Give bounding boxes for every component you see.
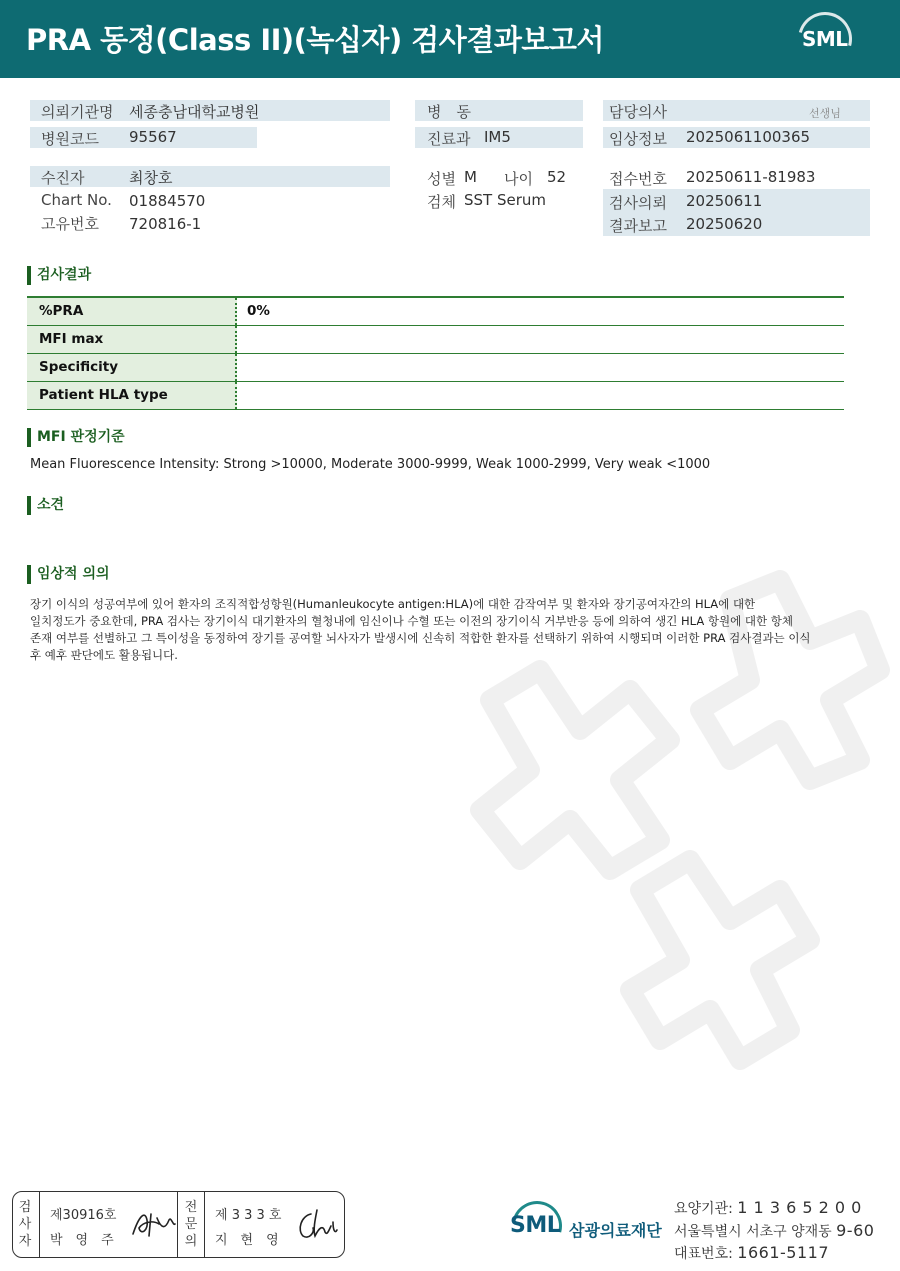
clinical-line: 일치정도가 중요한데, PRA 검사는 장기이식 대기환자의 혈청내에 임신이나 수혈 또는 이전의 장기이식 거부반응 등에 의하여 생긴 HLA 항원에 대한 항체 <box>30 614 793 628</box>
clinical-line: 장기 이식의 성공여부에 있어 환자의 조직적합성항원(Humanleukocyte antigen:HLA)에 대한 감작여부 및 환자와 장기공여자간의 HLA에 대한 <box>30 597 756 611</box>
address <box>674 1221 874 1241</box>
doctor-label: 담당의사 <box>609 103 667 121</box>
mfi-criteria-text: Mean Fluorescence Intensity: Strong >10000, Moderate 3000-9999, Weak 1000-2999, Very weak <1000 <box>30 457 711 472</box>
phone-label: 대표번호: <box>674 1246 733 1262</box>
institution-value: 세종충남대학교병원 <box>129 103 260 121</box>
clinical-info-value: 2025061100365 <box>686 128 811 146</box>
department-label: 진료과 <box>427 130 471 148</box>
report-date-label: 결과보고 <box>609 217 667 235</box>
patient-name: 최창호 <box>129 169 173 187</box>
examiner-label: 검 사 자 <box>18 1200 32 1249</box>
result-row-hla-type <box>27 382 844 410</box>
result-label: %PRA <box>27 298 237 325</box>
result-value: 0% <box>247 303 270 319</box>
phone <box>674 1243 829 1263</box>
clinical-section-title: 임상적 의의 <box>27 565 110 584</box>
chart-no-label: Chart No. <box>41 191 112 209</box>
report-title: PRA 동정(Class II)(녹십자) 검사결과보고서 <box>26 23 604 57</box>
result-row-pra <box>27 298 844 326</box>
result-table <box>27 296 844 410</box>
sml-logo <box>798 12 854 66</box>
age-value: 52 <box>547 168 567 186</box>
report-date-value: 20250620 <box>686 215 763 233</box>
patient-label: 수진자 <box>41 169 85 187</box>
sex-label: 성별 <box>427 170 456 188</box>
doctor-suffix: 선생님 <box>809 107 841 120</box>
clinical-info-label: 임상정보 <box>609 130 667 148</box>
examiner-license-no: 제30916호 <box>50 1208 117 1223</box>
result-label: Specificity <box>27 354 237 381</box>
phone-number: 1661-5117 <box>737 1243 829 1262</box>
result-row-mfi-max <box>27 326 844 354</box>
result-value <box>237 354 844 381</box>
care-institution <box>674 1198 862 1218</box>
specimen-value: SST Serum <box>464 191 547 209</box>
hospital-code-value: 95567 <box>129 128 177 146</box>
opinion-section-title: 소견 <box>27 496 64 515</box>
sml-logo-text: SML <box>802 27 848 51</box>
request-date-value: 20250611 <box>686 192 763 210</box>
receipt-no-label: 접수번호 <box>609 170 667 188</box>
receipt-no-value: 20250611-81983 <box>686 168 816 186</box>
clinical-line: 존재 여부를 선별하고 그 특이성을 동정하여 장기를 공여할 뇌사자가 발생시에 신속히 적합한 환자를 선택하기 위하여 시행되며 이러한 PRA 검사결과는 이식 <box>30 631 811 645</box>
examiner-signature <box>129 1206 177 1242</box>
examiner-name: 박 영 주 <box>50 1233 114 1248</box>
specialist-license-no: 제 3 3 3 호 <box>215 1208 282 1223</box>
specialist-label: 전 문 의 <box>184 1200 198 1249</box>
mfi-section-title: MFI 판정기준 <box>27 428 125 447</box>
signature-box <box>12 1191 345 1258</box>
care-label: 요양기관: <box>674 1201 733 1217</box>
id-no-label: 고유번호 <box>41 215 99 233</box>
address-number: 9-60 <box>836 1221 875 1240</box>
address-text: 서울특별시 서초구 양재동 <box>674 1224 832 1240</box>
specialist-signature <box>293 1206 339 1242</box>
footer-sml-logo <box>508 1201 568 1253</box>
care-number: 1 1 3 6 5 2 0 0 <box>737 1198 862 1217</box>
clinical-significance-text <box>30 596 850 664</box>
age-label: 나이 <box>504 170 533 188</box>
specimen-label: 검체 <box>427 193 456 211</box>
result-value <box>237 326 844 353</box>
institution-label: 의뢰기관명 <box>41 103 114 121</box>
sex-value: M <box>464 168 477 186</box>
result-label: Patient HLA type <box>27 382 237 409</box>
ward-label: 병 동 <box>427 103 471 121</box>
result-label: MFI max <box>27 326 237 353</box>
clinical-line: 후 예후 판단에도 활용됩니다. <box>30 648 178 662</box>
id-no-value: 720816-1 <box>129 215 202 233</box>
result-value <box>237 382 844 409</box>
footer-logo-text: SML <box>510 1213 561 1238</box>
result-section-title: 검사결과 <box>27 266 91 285</box>
department-value: IM5 <box>484 128 511 146</box>
chart-no-value: 01884570 <box>129 192 206 210</box>
hospital-code-label: 병원코드 <box>41 130 99 148</box>
foundation-name: 삼광의료재단 <box>569 1221 662 1240</box>
specialist-name: 지 현 영 <box>215 1233 279 1248</box>
request-date-label: 검사의뢰 <box>609 194 667 212</box>
report-header <box>0 0 900 78</box>
result-row-specificity <box>27 354 844 382</box>
